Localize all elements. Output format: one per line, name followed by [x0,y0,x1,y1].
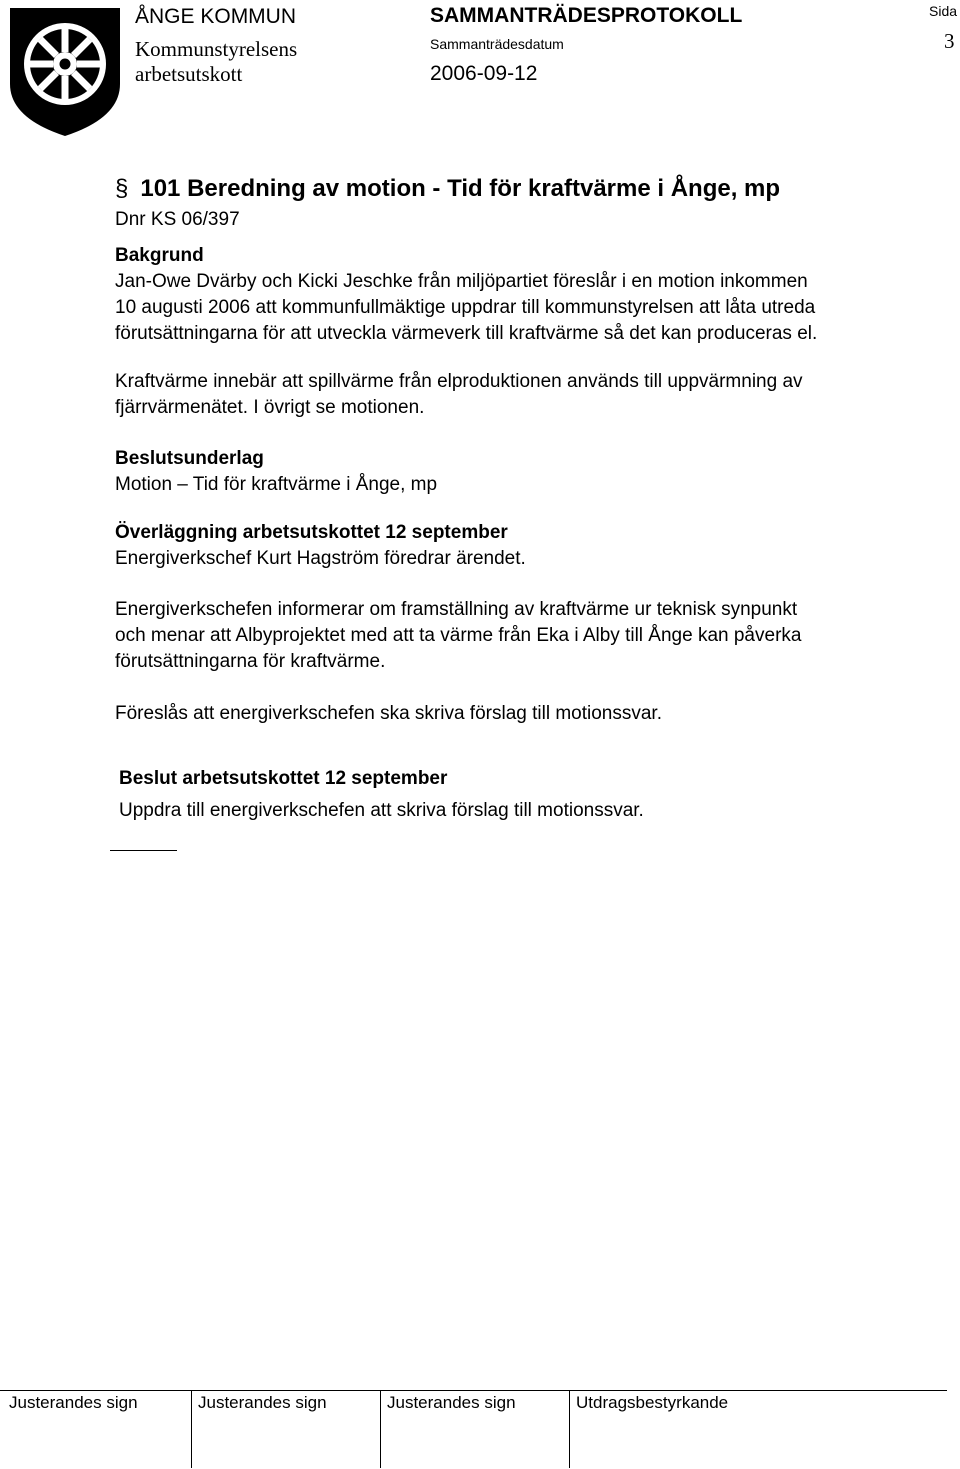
section-title-text: 101 Beredning av motion - Tid för kraftvärme i Ånge, mp [140,175,781,202]
unit-name-line1: Kommunstyrelsens [135,37,298,61]
footer-certified-copy: Utdragsbestyrkande [576,1393,729,1412]
overlaggning-heading: Överläggning arbetsutskottet 12 september [115,522,508,543]
page-number: 3 [944,29,955,53]
beslutsunderlag-text: Motion – Tid för kraftvärme i Ånge, mp [115,474,438,495]
overlaggning-para2-line-2: och menar att Albyprojektet med att ta värme från Eka i Alby till Ånge kan påverka [115,625,802,646]
footer-separator [191,1390,192,1468]
bakgrund-line-2: 10 augusti 2006 att kommunfullmäktige uppdrar till kommunstyrelsen att låta utreda [115,297,816,318]
bakgrund-line-3: förutsättningarna för att utveckla värmeverk till kraftvärme så det kan produceras el. [115,323,818,344]
bakgrund-para2-line-2: fjärrvärmenätet. I övrigt se motionen. [115,397,425,418]
beslutsunderlag-heading: Beslutsunderlag [115,448,264,469]
footer-rule [0,1390,947,1391]
overlaggning-para2-line-3: förutsättningarna för kraftvärme. [115,651,386,672]
overlaggning-para3: Föreslås att energiverkschefen ska skriva förslag till motionssvar. [115,703,662,724]
overlaggning-para2-line-1: Energiverkschefen informerar om framställning av kraftvärme ur teknisk synpunkt [115,599,798,620]
meeting-date-label: Sammanträdesdatum [430,36,564,52]
paragraph-symbol: § [115,175,129,202]
footer-separator [569,1390,570,1468]
page-label: Sida [929,3,958,19]
end-divider [110,850,177,851]
bakgrund-para2-line-1: Kraftvärme innebär att spillvärme från elproduktionen används till uppvärmning av [115,371,803,392]
footer-sign-3: Justerandes sign [387,1393,516,1412]
meeting-date: 2006-09-12 [430,62,538,85]
section-title [115,175,780,203]
document-type: SAMMANTRÄDESPROTOKOLL [430,4,743,27]
municipality-name: ÅNGE KOMMUN [135,5,297,28]
bakgrund-line-1: Jan-Owe Dvärby och Kicki Jeschke från miljöpartiet föreslår i en motion inkommen [115,271,808,292]
coat-of-arms-logo-icon [8,6,122,138]
footer-separator [380,1390,381,1468]
footer-sign-2: Justerandes sign [198,1393,327,1412]
overlaggning-text: Energiverkschef Kurt Hagström föredrar ärendet. [115,548,526,569]
footer-sign-1: Justerandes sign [9,1393,138,1412]
diary-number: Dnr KS 06/397 [115,209,240,230]
beslut-heading: Beslut arbetsutskottet 12 september [119,768,448,789]
unit-name-line2: arbetsutskott [135,62,243,86]
bakgrund-heading: Bakgrund [115,245,204,266]
beslut-text: Uppdra till energiverkschefen att skriva förslag till motionssvar. [119,800,644,821]
